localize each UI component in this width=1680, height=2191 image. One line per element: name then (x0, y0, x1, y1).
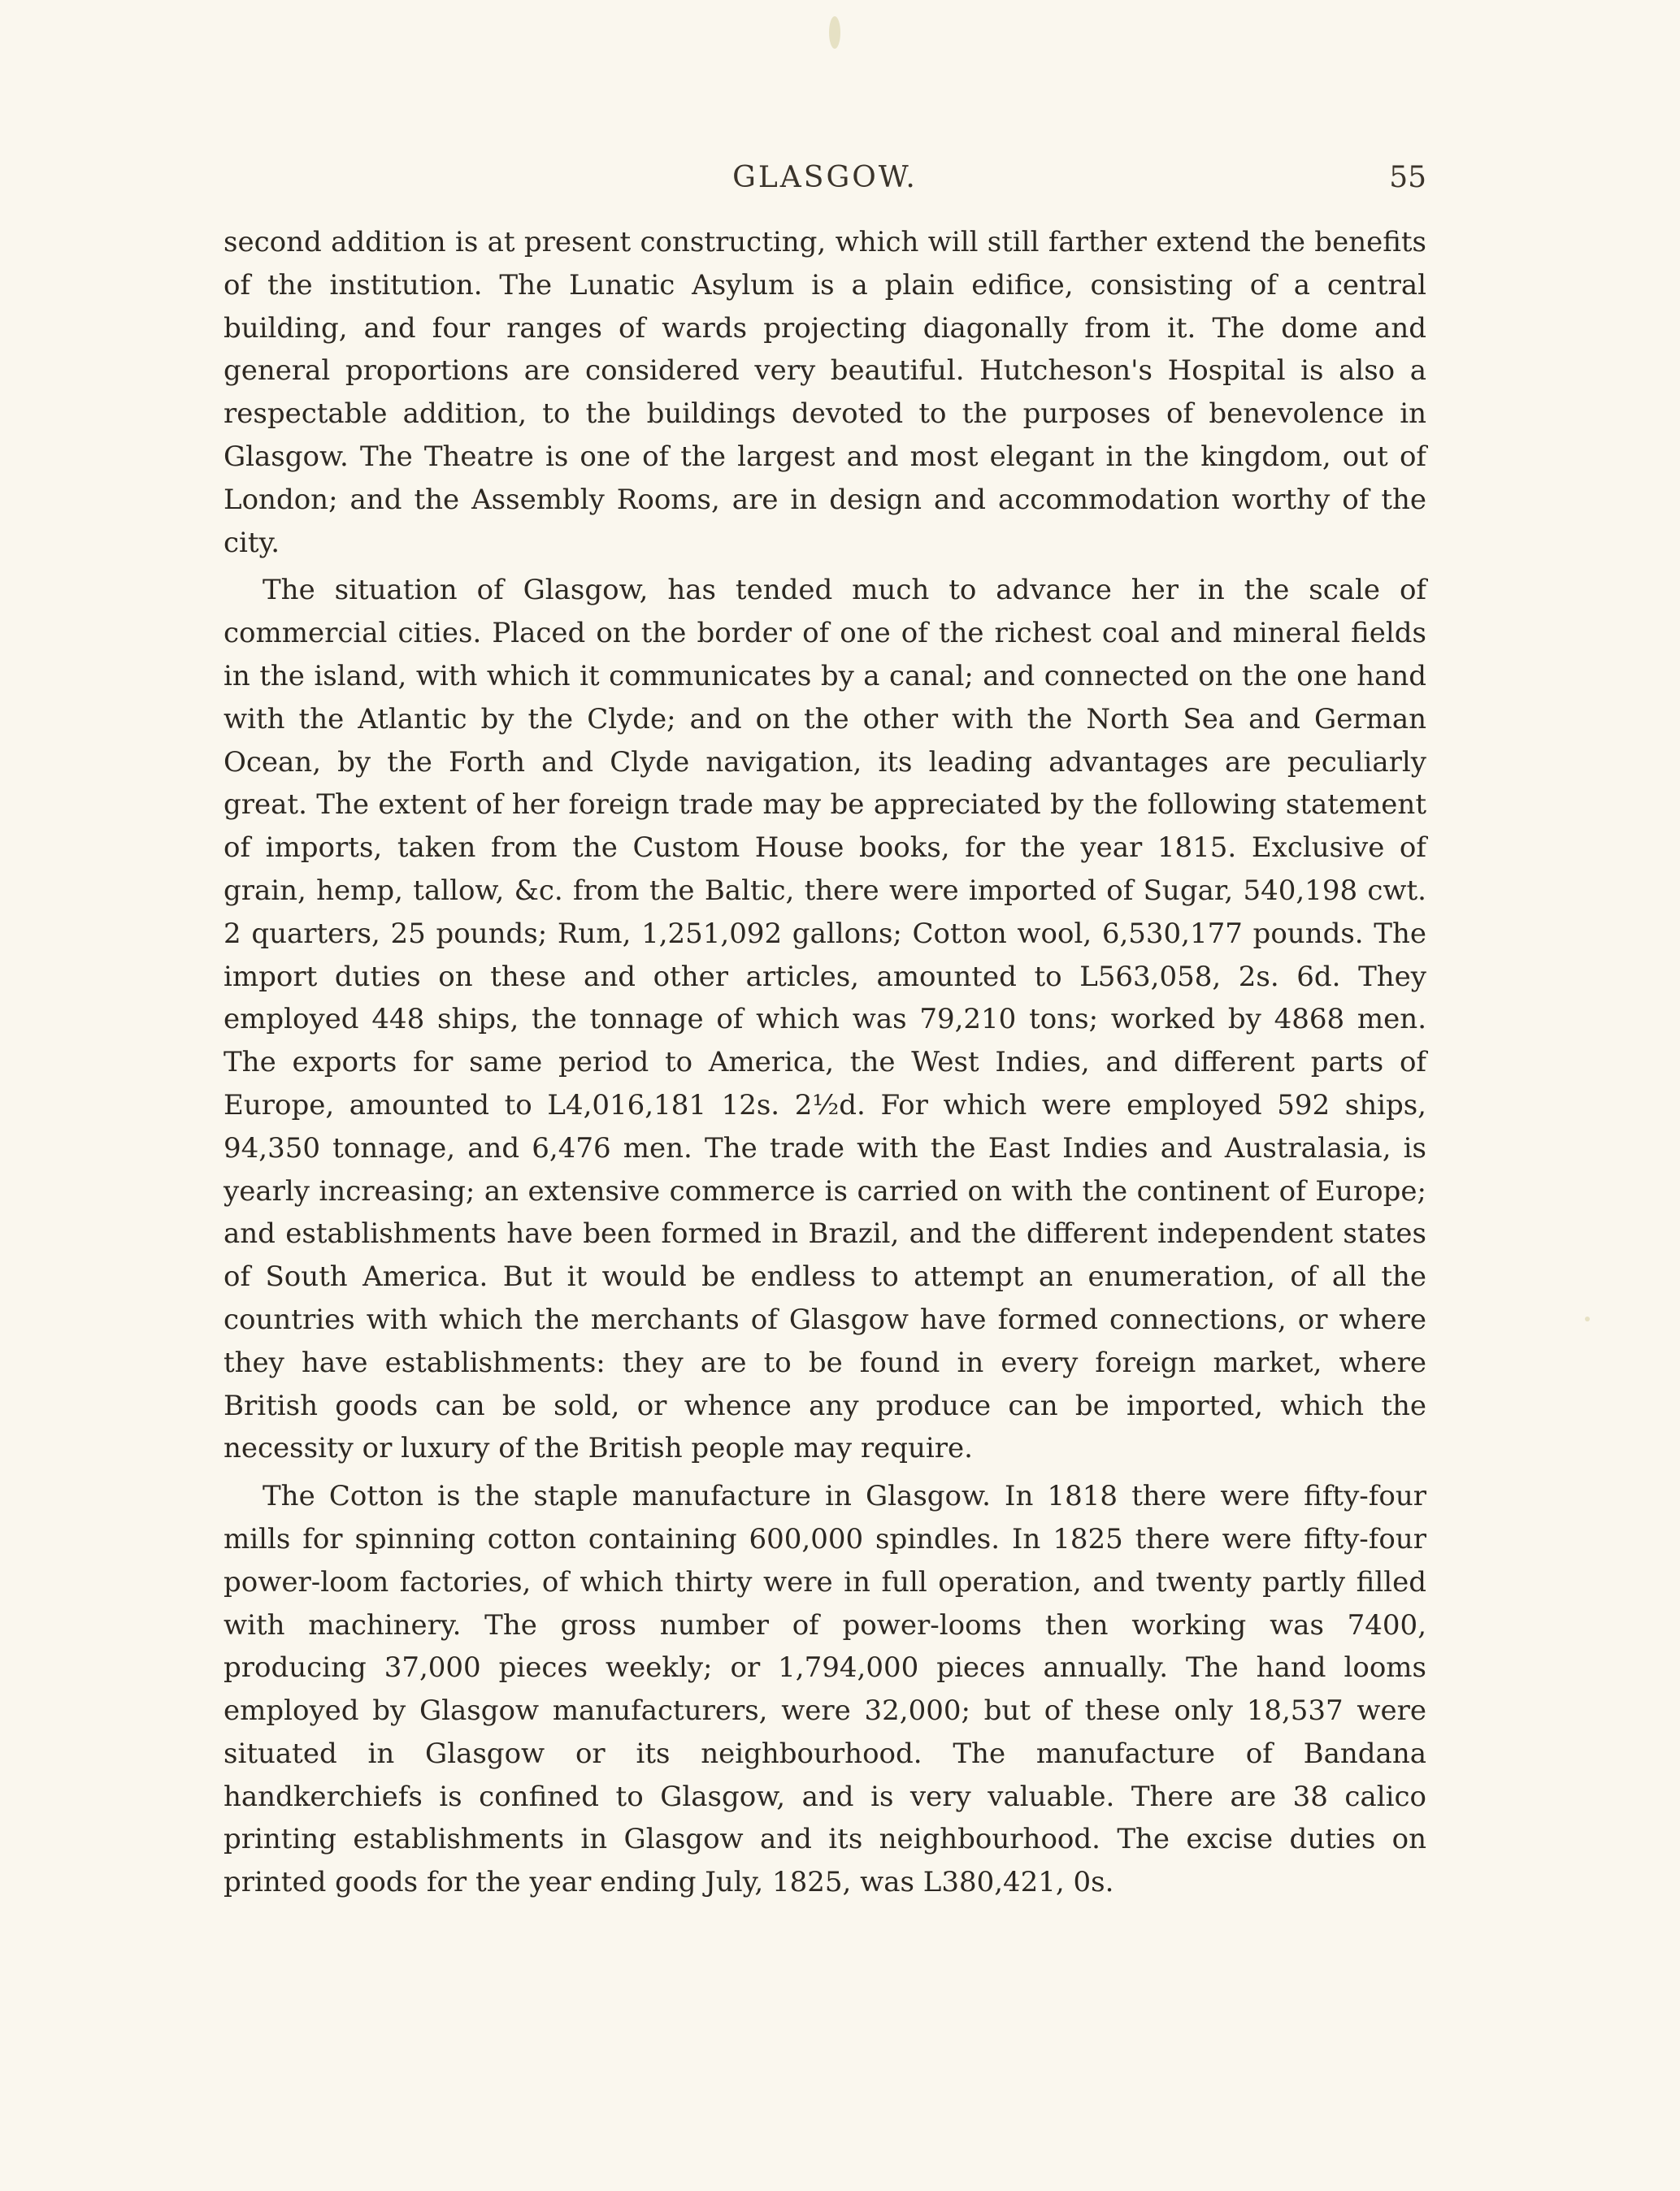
paragraph-cotton: The Cotton is the staple manufacture in Glasgow. In 1818 there were fifty-four mills for spinning cotton containing 600,000 spindles. In 1825 there were fifty-four power-loom factories, of which thirty were in full operation, and twenty partly filled with machinery. The gross number of power-looms then working was 7400, producing 37,000 pieces weekly; or 1,794,000 pieces annually. The hand looms employed by Glasgow manufacturers, were 32,000; but of these only 18,537 were situated in Glasgow or its neighbourhood. The manufacture of Bandana handkerchiefs is confined to Glasgow, and is very valuable. There are 38 calico printing establishments in Glasgow and its neighbourhood. The excise duties on printed goods for the year ending July, 1825, was L380,421, 0s. (224, 1480, 1426, 1899)
body-text (224, 221, 1426, 1904)
running-head (224, 161, 1426, 202)
paragraph-commerce: The situation of Glasgow, has tended much to advance her in the scale of commercial cities. Placed on the border of one of the richest coal and mineral fields in the island, with which it communicates by a canal; and connected on the one hand with the Atlantic by the Clyde; and on the other with the North Sea and German Ocean, by the Forth and Clyde navigation, its leading advantages are peculiarly great. The extent of her foreign trade may be appreciated by the following statement of imports, taken from the Custom House books, for the year 1815. Exclusive of grain, hemp, tallow, &c. from the Baltic, there were imported of Sugar, 540,198 cwt. 2 quarters, 25 pounds; Rum, 1,251,092 gallons; Cotton wool, 6,530,177 pounds. The import duties on these and other articles, amounted to L563,058, 2s. 6d. They employed 448 ships, the tonnage of which was 79,210 tons; worked by 4868 men. The exports for same period to America, the West Indies, and different parts of Europe, amounted to L4,016,181 12s. 2½d. For which were employed 592 ships, 94,350 tonnage, and 6,476 men. The trade with the East Indies and Australasia, is yearly increasing; an extensive commerce is carried on with the continent of Europe; and establishments have been formed in Brazil, and the different independent states of South America. But it would be endless to attempt an enumeration, of all the countries with which the merchants of Glasgow have formed connections, or where they have establishments: they are to be found in every foreign market, where British goods can be sold, or whence any produce can be imported, which the necessity or luxury of the British people may require. (224, 574, 1426, 1465)
paper-spot (829, 16, 840, 49)
running-title: GLASGOW. (732, 161, 918, 194)
paper-spot (1585, 1317, 1590, 1321)
page-number: 55 (1389, 161, 1426, 194)
paragraph-institutions: second addition is at present constructing, which will still farther extend the benefits of the institution. The Lunatic Asylum is a plain edifice, consisting of a central building, and four ranges of wards projecting diagonally from it. The dome and general proportions are considered very beautiful. Hutcheson's Hospital is also a respectable addition, to the buildings devoted to the purposes of benevolence in Glasgow. The Theatre is one of the largest and most elegant in the kingdom, out of London; and the Assembly Rooms, are in design and accommodation worthy of the city. (224, 226, 1426, 559)
